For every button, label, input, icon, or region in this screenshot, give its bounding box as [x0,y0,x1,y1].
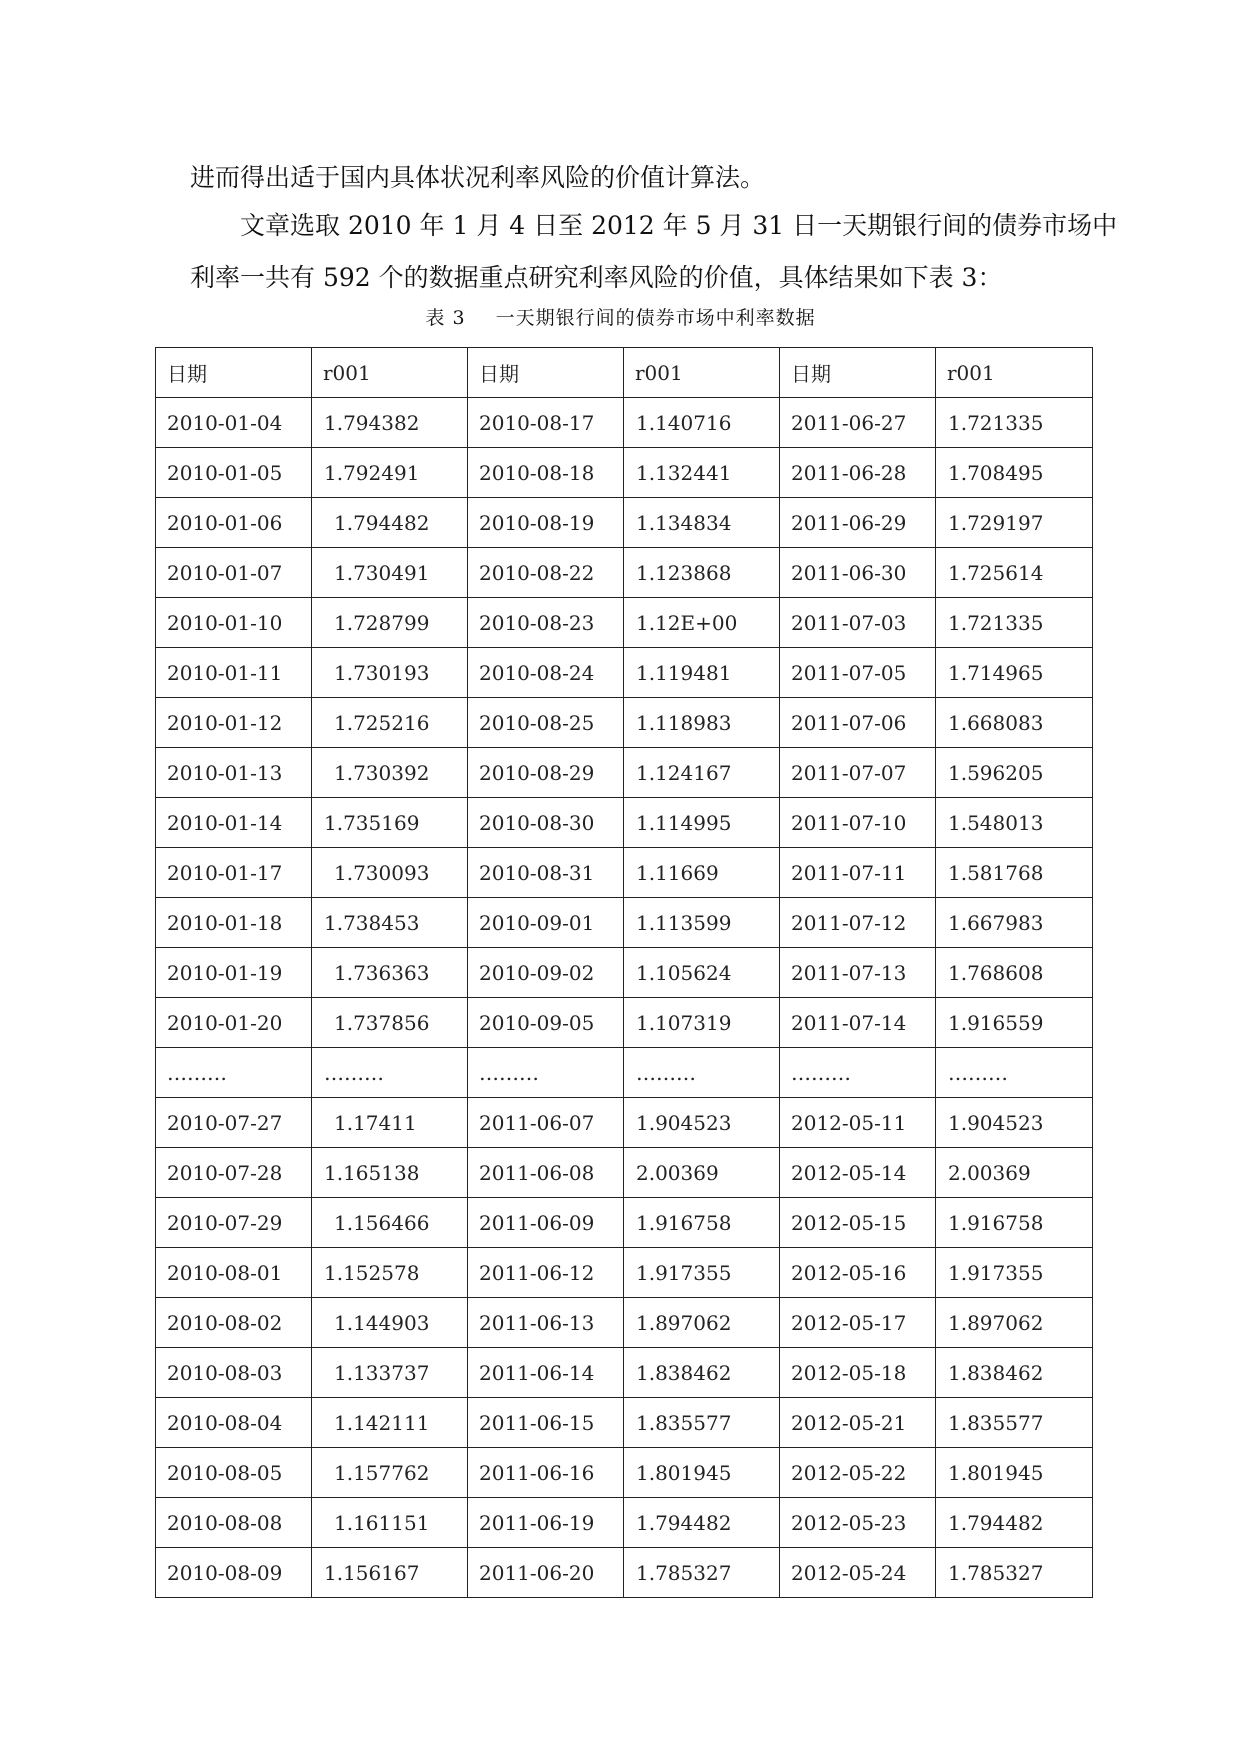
r001-cell: 1.794382 [312,398,468,448]
r001-cell: 1.11669 [624,848,780,898]
r001-cell: 1.119481 [624,648,780,698]
r001-cell: 1.794482 [312,498,468,548]
rate-data-table [155,347,1093,1598]
table-row [156,548,1093,598]
r001-cell: 1.725614 [936,548,1093,598]
r001-cell: 1.140716 [624,398,780,448]
paragraph-1: 进而得出适于国内具体状况利率风险的价值计算法。 [190,163,766,192]
date-cell: 2011-06-27 [780,398,936,448]
r001-cell: 1.114995 [624,798,780,848]
date-cell: 2010-01-11 [156,648,312,698]
date-cell: 2012-05-23 [780,1498,936,1548]
table-row [156,798,1093,848]
r001-cell: 1.794482 [624,1498,780,1548]
date-cell: 2010-08-29 [468,748,624,798]
r001-cell: 1.17411 [312,1098,468,1148]
table-row [156,1048,1093,1098]
date-cell: 2011-06-12 [468,1248,624,1298]
r001-cell: 1.897062 [624,1298,780,1348]
r001-cell: 1.133737 [312,1348,468,1398]
table-row [156,1298,1093,1348]
r001-cell: 1.838462 [936,1348,1093,1398]
table-row [156,1198,1093,1248]
r001-cell: 1.917355 [624,1248,780,1298]
r001-cell: 1.792491 [312,448,468,498]
date-cell: 2010-01-07 [156,548,312,598]
r001-cell: 1.152578 [312,1248,468,1298]
r001-cell: ……… [312,1048,468,1098]
paragraph-2: 文章选取 2010 年 1 月 4 日至 2012 年 5 月 31 日一天期银行间的债券市场中 [240,211,1118,240]
date-cell: 2011-07-10 [780,798,936,848]
date-cell: 2010-08-01 [156,1248,312,1298]
date-cell: 2010-08-05 [156,1448,312,1498]
date-cell: 2012-05-22 [780,1448,936,1498]
r001-cell: 1.156466 [312,1198,468,1248]
table-row [156,1448,1093,1498]
header-r001-2: r001 [624,348,780,398]
date-cell: 2010-07-28 [156,1148,312,1198]
r001-cell: 1.801945 [936,1448,1093,1498]
date-cell: 2011-06-13 [468,1298,624,1348]
r001-cell: 1.708495 [936,448,1093,498]
header-r001-1: r001 [312,348,468,398]
table-row [156,898,1093,948]
r001-cell: 1.917355 [936,1248,1093,1298]
r001-cell: 1.916758 [936,1198,1093,1248]
table-row [156,998,1093,1048]
r001-cell: 1.730392 [312,748,468,798]
date-cell: 2011-07-07 [780,748,936,798]
table-row [156,1498,1093,1548]
date-cell: 2010-08-17 [468,398,624,448]
date-cell: 2010-08-08 [156,1498,312,1548]
table-row [156,748,1093,798]
date-cell: 2011-07-13 [780,948,936,998]
date-cell: 2010-09-01 [468,898,624,948]
date-cell: 2010-01-05 [156,448,312,498]
date-cell: 2010-08-25 [468,698,624,748]
date-cell: 2010-08-30 [468,798,624,848]
header-date-3: 日期 [780,348,936,398]
date-cell: 2012-05-21 [780,1398,936,1448]
date-cell: 2011-06-28 [780,448,936,498]
date-cell: 2010-01-18 [156,898,312,948]
date-cell: 2010-01-04 [156,398,312,448]
date-cell: ……… [468,1048,624,1098]
date-cell: 2010-01-20 [156,998,312,1048]
date-cell: 2011-07-14 [780,998,936,1048]
date-cell: 2010-08-19 [468,498,624,548]
date-cell: 2010-01-10 [156,598,312,648]
date-cell: 2010-01-06 [156,498,312,548]
table-row [156,398,1093,448]
r001-cell: 2.00369 [624,1148,780,1198]
date-cell: 2012-05-24 [780,1548,936,1598]
date-cell: 2011-06-09 [468,1198,624,1248]
r001-cell: 1.838462 [624,1348,780,1398]
date-cell: 2010-01-14 [156,798,312,848]
date-cell: 2010-01-19 [156,948,312,998]
date-cell: 2010-08-02 [156,1298,312,1348]
r001-cell: 1.728799 [312,598,468,648]
r001-cell: 1.785327 [936,1548,1093,1598]
r001-cell: 1.142111 [312,1398,468,1448]
r001-cell: 1.144903 [312,1298,468,1348]
r001-cell: 1.916758 [624,1198,780,1248]
r001-cell: 1.725216 [312,698,468,748]
r001-cell: 1.737856 [312,998,468,1048]
table-row [156,948,1093,998]
r001-cell: 1.165138 [312,1148,468,1198]
r001-cell: 1.113599 [624,898,780,948]
date-cell: 2010-09-05 [468,998,624,1048]
date-cell: 2012-05-17 [780,1298,936,1348]
date-cell: 2010-07-29 [156,1198,312,1248]
date-cell: 2010-01-17 [156,848,312,898]
r001-cell: 1.118983 [624,698,780,748]
r001-cell: ……… [936,1048,1093,1098]
date-cell: 2010-08-24 [468,648,624,698]
date-cell: 2010-08-23 [468,598,624,648]
header-r001-3: r001 [936,348,1093,398]
r001-cell: 1.668083 [936,698,1093,748]
table-row [156,1098,1093,1148]
r001-cell: 1.897062 [936,1298,1093,1348]
r001-cell: 1.714965 [936,648,1093,698]
r001-cell: 1.548013 [936,798,1093,848]
r001-cell: ……… [624,1048,780,1098]
r001-cell: 1.123868 [624,548,780,598]
date-cell: 2010-09-02 [468,948,624,998]
r001-cell: 1.785327 [624,1548,780,1598]
date-cell: 2012-05-15 [780,1198,936,1248]
date-cell: 2011-06-20 [468,1548,624,1598]
r001-cell: 1.721335 [936,598,1093,648]
table-row [156,598,1093,648]
date-cell: 2012-05-14 [780,1148,936,1198]
table-body [156,398,1093,1598]
table-row [156,498,1093,548]
date-cell: 2010-08-09 [156,1548,312,1598]
table-header-row [156,348,1093,398]
r001-cell: 1.835577 [936,1398,1093,1448]
r001-cell: 2.00369 [936,1148,1093,1198]
date-cell: 2010-07-27 [156,1098,312,1148]
table-row [156,698,1093,748]
date-cell: 2011-07-03 [780,598,936,648]
r001-cell: 1.736363 [312,948,468,998]
r001-cell: 1.124167 [624,748,780,798]
table-row [156,848,1093,898]
date-cell: 2010-08-04 [156,1398,312,1448]
r001-cell: 1.730093 [312,848,468,898]
r001-cell: 1.835577 [624,1398,780,1448]
date-cell: 2011-06-16 [468,1448,624,1498]
date-cell: 2011-07-06 [780,698,936,748]
r001-cell: 1.729197 [936,498,1093,548]
r001-cell: 1.134834 [624,498,780,548]
r001-cell: 1.904523 [624,1098,780,1148]
date-cell: 2012-05-16 [780,1248,936,1298]
table-caption-title: 一天期银行间的债券市场中利率数据 [495,307,816,329]
table-caption [0,303,1241,330]
date-cell: 2011-07-11 [780,848,936,898]
r001-cell: 1.156167 [312,1548,468,1598]
table-row [156,1348,1093,1398]
r001-cell: 1.801945 [624,1448,780,1498]
r001-cell: 1.768608 [936,948,1093,998]
date-cell: 2010-01-13 [156,748,312,798]
date-cell: ……… [156,1048,312,1098]
date-cell: 2010-01-12 [156,698,312,748]
r001-cell: 1.105624 [624,948,780,998]
date-cell: 2010-08-03 [156,1348,312,1398]
r001-cell: 1.730491 [312,548,468,598]
date-cell: 2011-06-07 [468,1098,624,1148]
date-cell: 2010-08-31 [468,848,624,898]
r001-cell: 1.596205 [936,748,1093,798]
r001-cell: 1.157762 [312,1448,468,1498]
date-cell: 2010-08-18 [468,448,624,498]
date-cell: 2012-05-11 [780,1098,936,1148]
r001-cell: 1.132441 [624,448,780,498]
table-row [156,1548,1093,1598]
r001-cell: 1.730193 [312,648,468,698]
r001-cell: 1.721335 [936,398,1093,448]
table-row [156,648,1093,698]
date-cell: ……… [780,1048,936,1098]
table-caption-number: 表 3 [425,307,466,329]
r001-cell: 1.794482 [936,1498,1093,1548]
r001-cell: 1.581768 [936,848,1093,898]
table-row [156,1148,1093,1198]
date-cell: 2011-07-05 [780,648,936,698]
date-cell: 2011-06-29 [780,498,936,548]
r001-cell: 1.161151 [312,1498,468,1548]
header-date-2: 日期 [468,348,624,398]
table-row [156,1398,1093,1448]
date-cell: 2012-05-18 [780,1348,936,1398]
date-cell: 2011-06-08 [468,1148,624,1198]
table-row [156,1248,1093,1298]
table-row [156,448,1093,498]
date-cell: 2011-06-15 [468,1398,624,1448]
r001-cell: 1.735169 [312,798,468,848]
r001-cell: 1.904523 [936,1098,1093,1148]
paragraph-3: 利率一共有 592 个的数据重点研究利率风险的价值，具体结果如下表 3： [190,263,1003,292]
date-cell: 2011-06-14 [468,1348,624,1398]
r001-cell: 1.667983 [936,898,1093,948]
header-date-1: 日期 [156,348,312,398]
date-cell: 2011-06-30 [780,548,936,598]
date-cell: 2011-06-19 [468,1498,624,1548]
date-cell: 2011-07-12 [780,898,936,948]
date-cell: 2010-08-22 [468,548,624,598]
r001-cell: 1.12E+00 [624,598,780,648]
r001-cell: 1.916559 [936,998,1093,1048]
r001-cell: 1.738453 [312,898,468,948]
r001-cell: 1.107319 [624,998,780,1048]
